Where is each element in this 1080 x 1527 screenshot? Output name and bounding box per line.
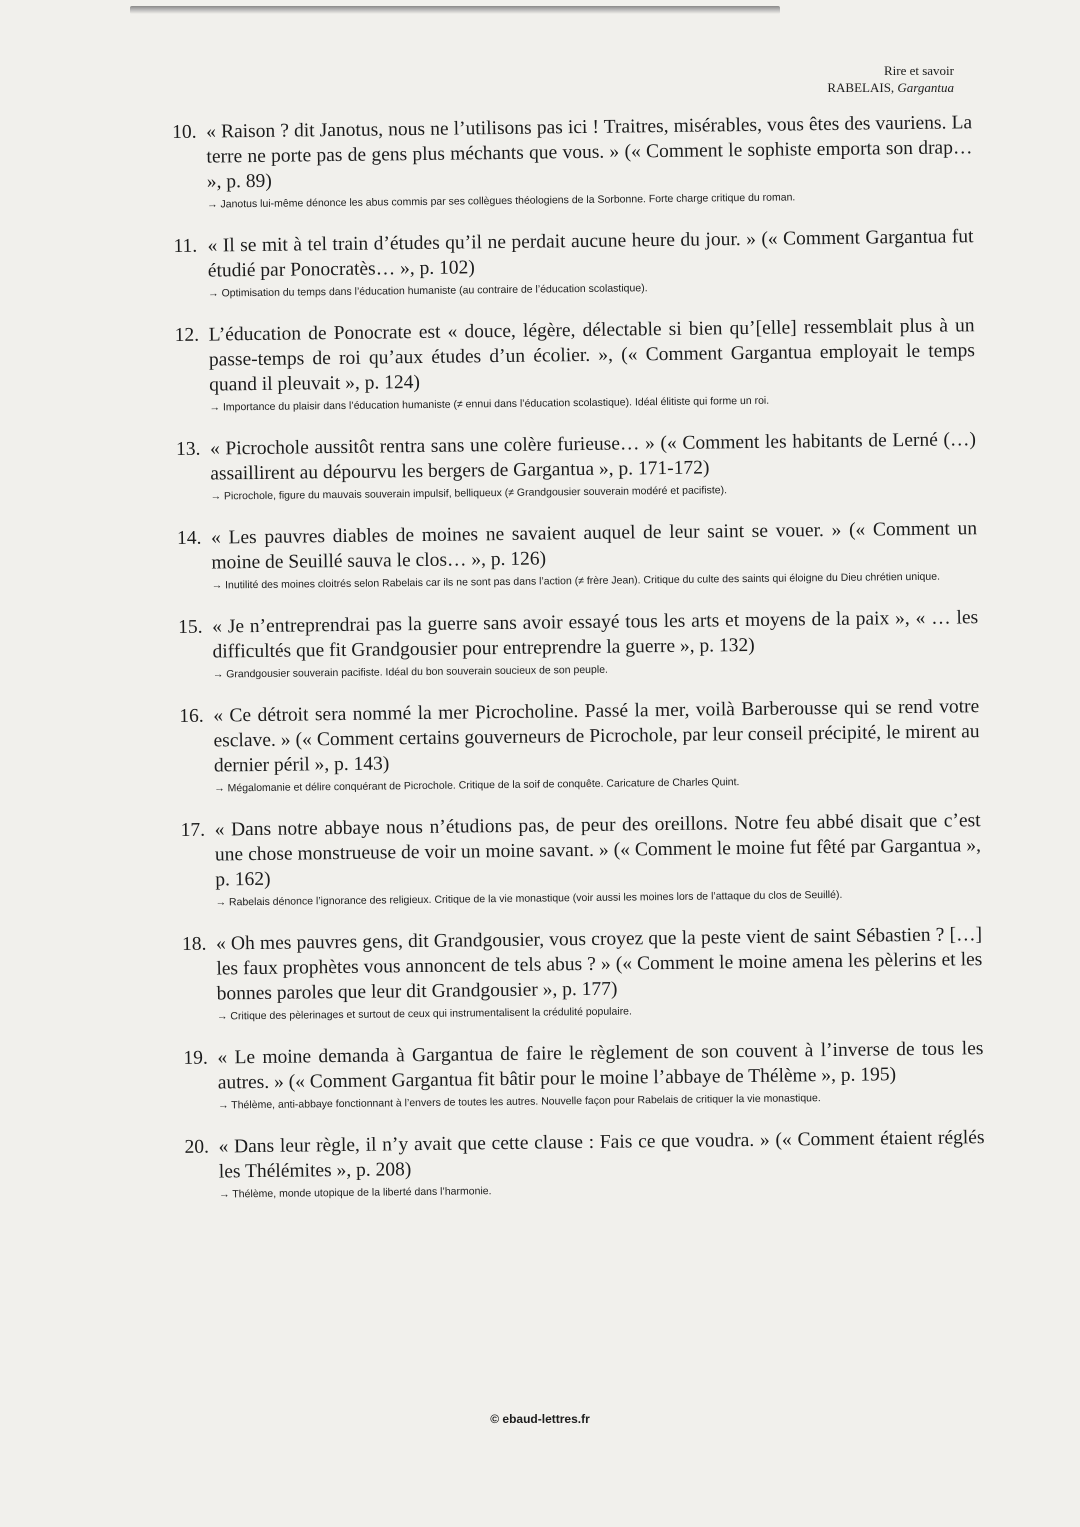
quote-number: 13. bbox=[175, 438, 201, 460]
quote-number: 19. bbox=[183, 1047, 208, 1069]
quote-number: 18. bbox=[181, 933, 207, 955]
quote-text bbox=[179, 694, 980, 779]
quote-number: 12. bbox=[174, 324, 200, 346]
scan-edge bbox=[130, 6, 780, 14]
header-series: Rire et savoir bbox=[883, 63, 954, 78]
header-author-work bbox=[827, 79, 954, 96]
header-author: RABELAIS, bbox=[827, 80, 895, 95]
header-work: Gargantua bbox=[897, 80, 954, 95]
quote-body: « Le moine demanda à Gargantua de faire le règlement de son couvent à l’inverse de tous les autres. » (« Comment Gargantua fit bâtir pour le moine l’abbaye de Thélème », p. 195) bbox=[217, 1038, 984, 1094]
quote-comment: → Grandgousier souverain pacifiste. Idéal du bon souverain soucieux de son peuple. bbox=[212, 663, 608, 681]
footer-copyright: © ebaud-lettres.fr bbox=[490, 1412, 590, 1426]
quote-body: « Picrochole aussitôt rentra sans une colère furieuse… » (« Comment les habitants de Lerné (…) assaillirent au dépourvu les bergers de Gargantua », p. 171-172) bbox=[209, 429, 977, 485]
quote-body: L’éducation de Ponocrate est « douce, légère, délectable si bien qu’[elle] ressemblait plus à un passe-temps de roi qu’aux études d’un écolier. », (« Comment Gargantua employait le temps quand il pleuvait », p. 124) bbox=[208, 315, 976, 396]
quote-body: « Raison ? dit Janotus, nous ne l’utilisons pas ici ! Traitres, misérables, vous êtes des vauriens. La terre ne porte pas de gens plus méchants que vous. » (« Comment le sophiste emporta son drap… », p. 89) bbox=[206, 112, 973, 193]
quote-text bbox=[182, 922, 983, 1007]
quote-text bbox=[177, 516, 978, 576]
quote-item bbox=[176, 427, 977, 504]
quote-comment: → Thélème, monde utopique de la liberté dans l’harmonie. bbox=[219, 1185, 492, 1201]
quote-comment: → Picrochole, figure du mauvais souverain impulsif, belliqueux (≠ Grandgousier souverain modéré et pacifiste). bbox=[210, 484, 728, 503]
quote-body: « Il se mit à tel train d’études qu’il ne perdait aucune heure du jour. » (« Comment Gargantua fut étudié par Ponocratès… », p. 102) bbox=[207, 226, 974, 282]
quote-item bbox=[178, 605, 979, 682]
quote-number: 17. bbox=[180, 819, 206, 841]
quote-item bbox=[181, 808, 982, 910]
quote-number: 11. bbox=[173, 235, 198, 257]
quote-item bbox=[179, 694, 980, 796]
quote-item bbox=[173, 224, 974, 301]
quote-body: « Les pauvres diables de moines ne savaient auquel de leur saint se vouer. » (« Comment un moine de Seuillé sauva le clos… », p. 126) bbox=[210, 518, 978, 574]
quote-comment: → Thélème, anti-abbaye fonctionnant à l’envers de toutes les autres. Nouvelle façon pour Rabelais de critiquer la vie monastique. bbox=[217, 1092, 821, 1112]
quote-body: « Ce détroit sera nommé la mer Picrocholine. Passé la mer, voilà Barberousse qui se rend votre esclave. » (« Comment certains gouverneurs de Picrochole, par leur conseil précipité, le mirent au dernier péril », p. 143) bbox=[213, 696, 980, 777]
quote-item bbox=[183, 1036, 984, 1113]
quote-number: 14. bbox=[176, 527, 202, 549]
quote-body: « Dans leur règle, il n’y avait que cette clause : Fais ce que voudra. » (« Comment étaient réglés les Thélémites », p. 208) bbox=[218, 1127, 985, 1183]
quote-body: « Je n’entreprendrai pas la guerre sans avoir essayé tous les arts et moyens de la paix », « … les difficultés que fit Grandgousier pour entreprendre la guerre », p. 132) bbox=[212, 607, 979, 663]
quote-comment: → Janotus lui-même dénonce les abus commis par ses collègues théologiens de la Sorbonne. Forte charge critique du roman. bbox=[206, 191, 796, 211]
quote-item bbox=[182, 922, 983, 1024]
quote-number: 15. bbox=[178, 616, 203, 638]
quote-text bbox=[173, 224, 974, 284]
quote-item bbox=[177, 516, 978, 593]
quote-body: « Oh mes pauvres gens, dit Grandgousier, vous croyez que la peste vient de saint Sébastien ? […] les faux prophètes vous annoncent de tels abus ? » (« Comment le moine amena les pèlerins et les bonnes paroles que leur dit Grandgousier », p. 177) bbox=[215, 924, 983, 1005]
page-header bbox=[827, 62, 954, 96]
quote-item bbox=[174, 313, 975, 415]
quote-comment: → Critique des pèlerinages et surtout de ceux qui instrumentalisent la crédulité populaire. bbox=[216, 1005, 632, 1023]
quote-comment: → Mégalomanie et délire conquérant de Picrochole. Critique de la soif de conquête. Caricature de Charles Quint. bbox=[214, 776, 740, 795]
quote-text bbox=[183, 1036, 984, 1096]
quote-comment: → Importance du plaisir dans l’éducation humaniste (≠ ennui dans l’éducation scolastique). Idéal élitiste qui forme un roi. bbox=[209, 394, 770, 414]
quote-text bbox=[181, 808, 982, 893]
quote-text bbox=[184, 1125, 985, 1185]
quote-comment: → Inutilité des moines cloitrés selon Rabelais car ils ne sont pas dans l’action (≠ frère Jean). Critique du culte des saints qui éloigne du Dieu chrétien unique. bbox=[211, 570, 941, 592]
quote-comment: → Optimisation du temps dans l’éducation humaniste (au contraire de l’éducation scolastique). bbox=[208, 282, 648, 300]
quote-text bbox=[172, 110, 973, 195]
quote-comment: → Rabelais dénonce l’ignorance des religieux. Critique de la vie monastique (voir aussi les moines lors de l’attaque du clos de Seuillé). bbox=[215, 888, 843, 909]
quote-number: 10. bbox=[172, 121, 197, 143]
quote-list bbox=[172, 110, 985, 1224]
quote-number: 20. bbox=[184, 1136, 210, 1158]
quote-body: « Dans notre abbaye nous n’étudions pas, de peur des oreillons. Notre feu abbé disait que c’est une chose monstrueuse de voir un moine savant. » (« Comment le moine fut fêté par Gargantua », p. 162) bbox=[214, 810, 982, 891]
quote-text bbox=[178, 605, 979, 665]
quote-item bbox=[172, 110, 973, 212]
quote-number: 16. bbox=[179, 705, 204, 727]
quote-item bbox=[184, 1125, 985, 1202]
quote-text bbox=[174, 313, 975, 398]
quote-text bbox=[176, 427, 977, 487]
